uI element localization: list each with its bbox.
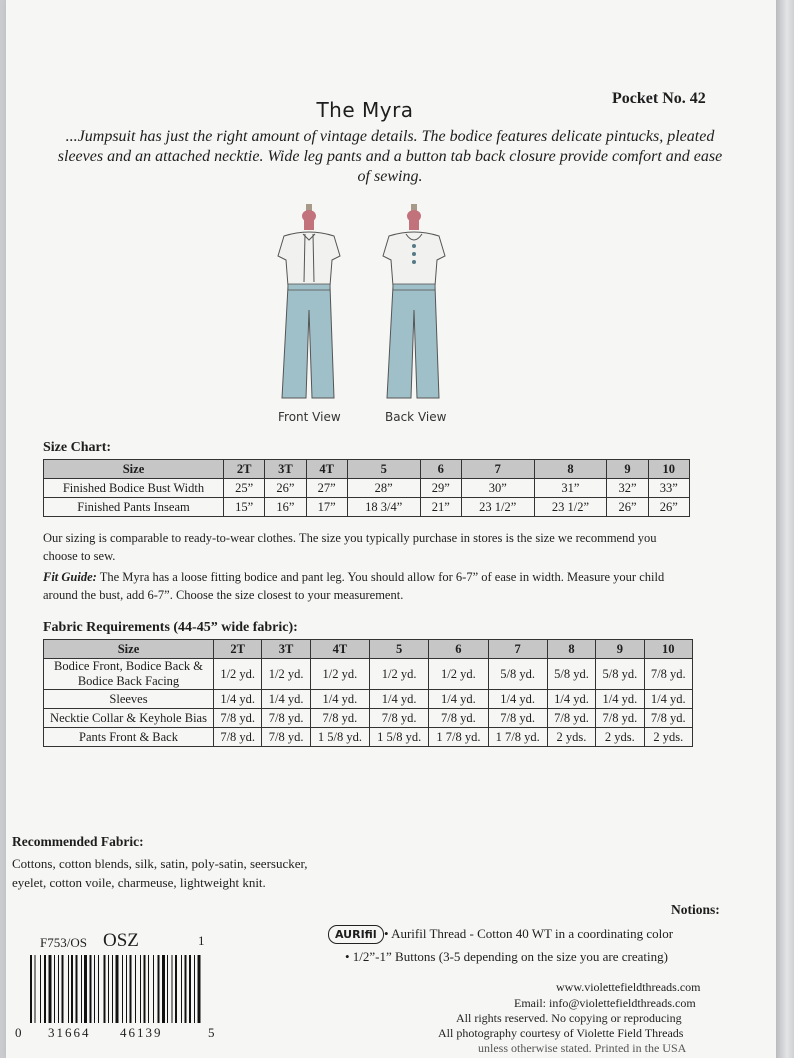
size-header: 9 <box>607 460 648 479</box>
barcode-bar <box>112 955 113 1023</box>
table-cell: 26” <box>648 498 689 517</box>
size-header: 2T <box>224 460 265 479</box>
table-cell: 1/4 yd. <box>370 690 429 709</box>
size-header: 8 <box>534 460 607 479</box>
table-cell: 1 5/8 yd. <box>310 728 369 747</box>
table-cell: 1/4 yd. <box>488 690 547 709</box>
barcode-bar <box>122 955 123 1023</box>
table-cell: 31” <box>534 479 607 498</box>
table-row <box>44 498 690 517</box>
barcode-bar <box>84 955 87 1023</box>
barcode-bar <box>81 955 82 1023</box>
table-cell: 7/8 yd. <box>262 728 310 747</box>
size-header: 10 <box>644 640 692 659</box>
table-cell: 7/8 yd. <box>262 709 310 728</box>
barcode-bar <box>198 955 201 1023</box>
pocket-number: Pocket No. 42 <box>612 90 706 107</box>
table-cell: 17” <box>306 498 347 517</box>
size-header: 4T <box>306 460 347 479</box>
barcode-bar <box>189 955 191 1023</box>
table-cell: 1/2 yd. <box>262 659 310 690</box>
row-label: Pants Front & Back <box>44 728 214 747</box>
table-cell: 26” <box>265 479 306 498</box>
table-cell: 7/8 yd. <box>370 709 429 728</box>
table-cell: 1/4 yd. <box>596 690 644 709</box>
barcode-bar <box>40 955 41 1023</box>
barcode-image <box>28 955 202 1023</box>
barcode-bar <box>71 955 73 1023</box>
table-row <box>44 659 693 690</box>
size-chart-header-label: Size <box>44 460 224 479</box>
barcode-bar <box>62 955 64 1023</box>
size-header: 5 <box>347 460 420 479</box>
fabric-header-row <box>44 640 693 659</box>
table-cell: 23 1/2” <box>461 498 534 517</box>
fabric-requirements-table <box>43 639 693 747</box>
barcode-bar <box>185 955 187 1023</box>
website: www.violettefieldthreads.com <box>556 980 701 994</box>
fabric-requirements-heading: Fabric Requirements (44-45” wide fabric): <box>43 620 298 635</box>
table-cell: 16” <box>265 498 306 517</box>
row-label: Finished Pants Inseam <box>44 498 224 517</box>
recommended-fabric-heading: Recommended Fabric: <box>12 834 144 849</box>
table-cell: 32” <box>607 479 648 498</box>
table-cell: 18 3/4” <box>347 498 420 517</box>
notion-thread: • Aurifil Thread - Cotton 40 WT in a coordinating color <box>384 926 674 941</box>
item-count: 1 <box>198 933 205 948</box>
notion-buttons: • 1/2”-1” Buttons (3-5 depending on the size you are creating) <box>345 949 668 964</box>
row-label: Finished Bodice Bust Width <box>44 479 224 498</box>
recommended-fabric-line-2: eyelet, cotton voile, charmeuse, lightweight knit. <box>12 875 266 890</box>
garment-illustration <box>260 200 460 430</box>
table-cell: 27” <box>306 479 347 498</box>
size-header: 3T <box>262 640 310 659</box>
front-view-figure <box>278 204 340 398</box>
table-cell: 2 yds. <box>547 728 595 747</box>
table-cell: 1 5/8 yd. <box>370 728 429 747</box>
table-cell: 33” <box>648 479 689 498</box>
barcode-bar <box>104 955 106 1023</box>
table-cell: 1/2 yd. <box>214 659 262 690</box>
barcode-bar <box>49 955 52 1023</box>
size-header: 6 <box>420 460 461 479</box>
table-cell: 1/2 yd. <box>370 659 429 690</box>
fit-guide-text: The Myra has a loose fitting bodice and pant leg. You should allow for 6-7” of ease in width. Measure your child around the bust, add 6-7”. Choose the size closest to your measurement. <box>43 570 665 602</box>
barcode-bar <box>167 955 168 1023</box>
table-cell: 5/8 yd. <box>547 659 595 690</box>
size-header: 2T <box>214 640 262 659</box>
size-header: 6 <box>429 640 488 659</box>
table-row <box>44 690 693 709</box>
table-cell: 7/8 yd. <box>214 728 262 747</box>
back-view-figure <box>383 204 445 398</box>
table-cell: 1 7/8 yd. <box>488 728 547 747</box>
table-cell: 1 7/8 yd. <box>429 728 488 747</box>
table-cell: 1/4 yd. <box>214 690 262 709</box>
recommended-fabric-line-1: Cottons, cotton blends, silk, satin, poly-satin, seersucker, <box>12 856 308 871</box>
table-row <box>44 479 690 498</box>
barcode-bar <box>194 955 195 1023</box>
barcode-bar <box>140 955 141 1023</box>
barcode-bar <box>90 955 92 1023</box>
barcode-bar <box>108 955 109 1023</box>
size-chart-header-row <box>44 460 690 479</box>
table-cell: 1/2 yd. <box>429 659 488 690</box>
table-cell: 7/8 yd. <box>214 709 262 728</box>
barcode-bar <box>116 955 119 1023</box>
size-header: 9 <box>596 640 644 659</box>
barcode-bar <box>126 955 127 1023</box>
notions-heading: Notions: <box>671 902 720 917</box>
table-cell: 1/4 yd. <box>262 690 310 709</box>
barcode-bar <box>153 955 154 1023</box>
email: Email: info@violettefieldthreads.com <box>514 996 696 1010</box>
table-cell: 1/2 yd. <box>310 659 369 690</box>
size-code: OSZ <box>103 930 139 951</box>
size-header: 10 <box>648 460 689 479</box>
table-cell: 15” <box>224 498 265 517</box>
barcode-bar <box>172 955 173 1023</box>
barcode-digits-group-1: 31664 <box>48 1025 91 1040</box>
table-cell: 1/4 yd. <box>429 690 488 709</box>
barcode-digit-left: 0 <box>15 1025 22 1040</box>
size-header: 7 <box>488 640 547 659</box>
barcode-digits-group-2: 46139 <box>120 1025 163 1040</box>
photography-credit: All photography courtesy of Violette Field Threads <box>438 1026 684 1040</box>
size-header: 8 <box>547 640 595 659</box>
table-cell: 28” <box>347 479 420 498</box>
table-cell: 5/8 yd. <box>488 659 547 690</box>
envelope-edge <box>776 0 794 1058</box>
fabric-header-label: Size <box>44 640 214 659</box>
barcode-bar <box>35 955 36 1023</box>
table-cell: 25” <box>224 479 265 498</box>
rights-notice: All rights reserved. No copying or reproducing <box>456 1011 682 1025</box>
printed-notice: unless otherwise stated. Printed in the USA <box>478 1041 687 1055</box>
barcode-bar <box>30 955 32 1023</box>
barcode-bar <box>162 955 165 1023</box>
product-code: F753/OS <box>40 935 87 950</box>
size-chart-heading: Size Chart: <box>43 440 112 455</box>
barcode-bar <box>76 955 78 1023</box>
barcode-bar <box>181 955 182 1023</box>
table-cell: 30” <box>461 479 534 498</box>
table-cell: 7/8 yd. <box>429 709 488 728</box>
table-cell: 7/8 yd. <box>644 709 692 728</box>
table-cell: 7/8 yd. <box>596 709 644 728</box>
front-view-caption: Front View <box>278 410 341 424</box>
back-view-caption: Back View <box>385 410 447 424</box>
table-cell: 7/8 yd. <box>547 709 595 728</box>
pattern-description: ...Jumpsuit has just the right amount of vintage details. The bodice features delicate pintucks, pleated sleeves and an attached necktie. Wide leg pants and a button tab back closure provide comfort and ease of sewing. <box>57 128 723 185</box>
table-cell: 7/8 yd. <box>644 659 692 690</box>
size-header: 7 <box>461 460 534 479</box>
barcode-bar <box>58 955 59 1023</box>
table-cell: 26” <box>607 498 648 517</box>
barcode-bar <box>144 955 146 1023</box>
barcode-bar <box>54 955 55 1023</box>
table-cell: 1/4 yd. <box>310 690 369 709</box>
barcode-bar <box>94 955 95 1023</box>
fit-guide <box>43 568 683 604</box>
barcode-bar <box>98 955 99 1023</box>
barcode-bar <box>158 955 160 1023</box>
barcode-bar <box>130 955 132 1023</box>
table-cell: 29” <box>420 479 461 498</box>
table-cell: 7/8 yd. <box>488 709 547 728</box>
size-chart-table <box>43 459 690 517</box>
size-header: 4T <box>310 640 369 659</box>
table-cell: 21” <box>420 498 461 517</box>
aurifil-logo: AURIfil <box>328 925 384 944</box>
table-row <box>44 728 693 747</box>
barcode-bar <box>148 955 149 1023</box>
barcode-bar <box>135 955 136 1023</box>
table-cell: 5/8 yd. <box>596 659 644 690</box>
size-header: 3T <box>265 460 306 479</box>
barcode-bar <box>44 955 46 1023</box>
barcode-bar <box>68 955 69 1023</box>
table-cell: 23 1/2” <box>534 498 607 517</box>
table-row <box>44 709 693 728</box>
barcode-digit-right: 5 <box>208 1025 215 1040</box>
size-header: 5 <box>370 640 429 659</box>
pattern-title: The Myra <box>316 98 414 122</box>
fit-guide-label: Fit Guide: <box>43 570 97 584</box>
table-cell: 7/8 yd. <box>310 709 369 728</box>
table-cell: 2 yds. <box>596 728 644 747</box>
table-cell: 1/4 yd. <box>644 690 692 709</box>
barcode-bar <box>175 955 177 1023</box>
row-label: Sleeves <box>44 690 214 709</box>
row-label: Bodice Front, Bodice Back & Bodice Back Facing <box>44 659 214 690</box>
row-label: Necktie Collar & Keyhole Bias <box>44 709 214 728</box>
sizing-note: Our sizing is comparable to ready-to-wear clothes. The size you typically purchase in stores is the size we recommend you choose to sew. <box>43 531 657 563</box>
table-cell: 2 yds. <box>644 728 692 747</box>
table-cell: 1/4 yd. <box>547 690 595 709</box>
